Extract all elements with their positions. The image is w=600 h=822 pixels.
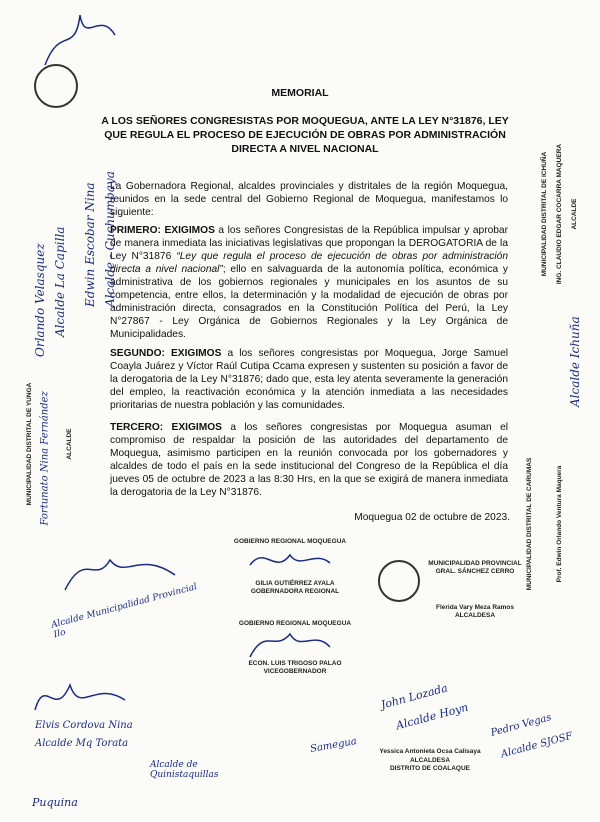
gob-name: GILIA GUTIÉRREZ AYALA — [255, 580, 335, 587]
handwritten-left-3: Edwin Escobar Nina — [83, 182, 97, 307]
signature-top-left — [40, 5, 120, 75]
vice-header: GOBIERNO REGIONAL MOQUEGUA — [238, 620, 352, 627]
document-date: Moquegua 02 de octubre de 2023. — [354, 512, 510, 523]
primero-text-b: ; ello en salvaguarda de la autonomía política, económica y administrativa de los gobiernos regionales y municipales en los asuntos de su competencia, entre ellos, la determinación y la modalidad de ejecución de obras por administración directa, consagrados en la Constitución Política del Perú, la Ley N°27867 - Ley Orgánica de Gobiernos Regionales y la Ley Orgánica de Municipalidades. — [110, 264, 509, 340]
handwritten-quinistaquillas: Alcalde de Quinistaquillas — [150, 760, 219, 780]
signature-gob — [245, 545, 335, 575]
handwritten-john-2: Alcalde Hoyn — [394, 700, 470, 733]
paragraph-tercero — [110, 421, 508, 499]
handwritten-left-2: Alcalde La Capilla — [53, 226, 67, 337]
handwritten-samegua: Samegua — [309, 736, 358, 755]
muni-name: Flerida Vary Meza Ramos — [435, 604, 515, 611]
segundo-text: a los señores congresistas por Moquegua, Jorge Samuel Coayla Juárez y Víctor Raúl Cutipa Ccama expresen y sustenten su posición a favor de la derogatoria de la Ley N°31876; dado que, esta ley atenta severamente la generación del empleo, la reactivación económica y la atención inmediata a las necesidades prioritarias de nuestra población y las comunidades. — [110, 348, 508, 411]
coalaque-role: ALCALDESA — [409, 757, 451, 764]
primero-text-a: a los señores Congresistas de la República impulsar y aprobar de manera inmediata las iniciativas legislativas que propongan la DEROGATORIA de la Ley N°31876 — [110, 225, 508, 262]
intro-paragraph: La Gobernadora Regional, alcaldes provinciales y distritales de la región Moquegua, reunidos en la sede central del Gobierno Regional de Moquegua, manifestamos lo siguiente: — [110, 181, 508, 218]
right-stamp-bottom: MUNICIPALIDAD DISTRITAL DE CARUMAS — [526, 457, 533, 591]
handwritten-right: Alcalde Ichuña — [568, 316, 582, 407]
muni-role: ALCALDESA — [454, 612, 496, 619]
segundo-label: SEGUNDO: EXIGIMOS — [110, 348, 222, 359]
document-title: MEMORIAL — [271, 87, 329, 99]
right-stamp-top: MUNICIPALIDAD DISTRITAL DE ICHUÑA — [541, 151, 548, 277]
tercero-text: a los señores congresistas por Moquegua asuman el compromiso de respaldar la posición de las autoridades del departamento de Moquegua, asimismo participen en la reunión convocada por los gobernadores y alcaldes de todo el país en la sede institucional del Congreso de la República el día jueves 05 de octubre de 2023 a las 8:30 Hrs, en la que se exigirá de manera inmediata la derogatoria de la Ley N°31876. — [110, 422, 508, 498]
primero-label: PRIMERO: EXIGIMOS — [110, 225, 215, 236]
handwritten-torata-2: Alcalde Mq Torata — [35, 738, 129, 749]
gob-role: GOBERNADORA REGIONAL — [250, 588, 340, 595]
handwritten-vegas-2: Alcalde SJOSF — [499, 730, 574, 761]
right-stamp-bottom-name: Prof. Edwin Orlando Ventura Maquera — [556, 465, 563, 583]
document-addressee: A LOS SEÑORES CONGRESISTAS POR MOQUEGUA, ANTE LA LEY N°31876, LEY QUE REGULA EL PROCESO DE EJECUCIÓN DE OBRAS POR ADMINISTRACIÓN DIRECTA A NIVEL NACIONAL — [101, 115, 509, 155]
coalaque-org: DISTRITO DE COALAQUE — [389, 765, 471, 772]
gob-header: GOBIERNO REGIONAL MOQUEGUA — [233, 538, 347, 545]
muni-seal — [378, 560, 420, 602]
signature-vice — [245, 622, 335, 662]
tercero-label: TERCERO: EXIGIMOS — [110, 422, 222, 433]
vice-role: VICEGOBERNADOR — [263, 668, 327, 675]
handwritten-left-4: Alcalde - Cuchumbaya — [103, 171, 117, 307]
handwritten-vegas: Pedro Vegas — [489, 712, 553, 739]
handwritten-john: John Lozada — [379, 681, 450, 712]
paragraph-segundo — [110, 347, 508, 412]
left-stamp-yunga: MUNICIPALIDAD DISTRITAL DE YUNGA — [26, 382, 33, 506]
left-stamp-name: Fortunato Nina Fernández — [39, 391, 51, 526]
signature-ilo — [60, 540, 180, 600]
coalaque-name: Yessica Antonieta Ocsa Calisaya — [379, 748, 481, 755]
paragraph-primero — [110, 224, 508, 341]
muni-header: MUNICIPALIDAD PROVINCIAL GRAL. SÁNCHEZ CERRO — [428, 560, 522, 575]
handwritten-hum: Alcalde Municipalidad Provincial Ilo — [50, 582, 199, 641]
handwritten-puquina: Puquina — [32, 796, 78, 809]
handwritten-torata-1: Elvis Cordova Nina — [35, 720, 133, 731]
handwritten-left-1: Orlando Velasquez — [33, 243, 47, 357]
right-stamp-top-name: ING. CLAUDIO EDGAR COCARRA MAQUERA — [556, 143, 563, 285]
left-stamp-role: ALCALDE — [66, 428, 73, 460]
primero-quote: “Ley que regula el proceso de ejecución de obras por administración directa a nivel nacional” — [110, 251, 508, 275]
right-stamp-top-role: ALCALDE — [571, 198, 578, 230]
vice-name: ECON. LUIS TRIGOSO PALAO — [248, 660, 342, 667]
